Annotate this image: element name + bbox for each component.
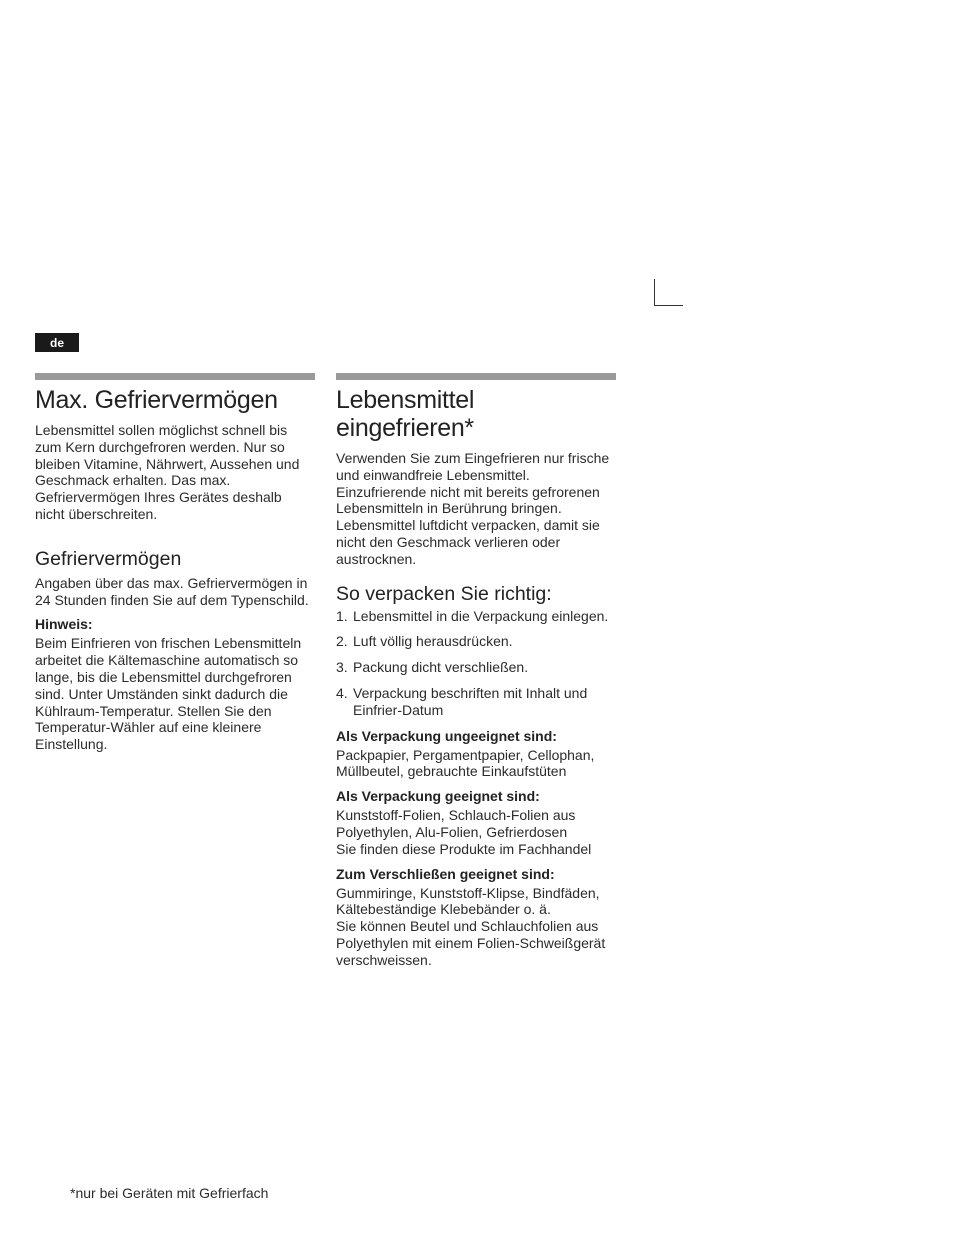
closing-paragraph: Gummiringe, Kunststoff-Klipse, Bindfäden, Kältebeständige Klebebänder o. ä. <box>336 884 600 918</box>
language-badge: de <box>35 333 79 352</box>
unsuitable-paragraph: Packpapier, Pergamentpapier, Cellophan, Müllbeutel, gebrauchte Einkaufstüten <box>336 746 595 780</box>
suitable-paragraph-2: Sie finden diese Produkte im Fachhandel <box>336 840 592 857</box>
closing-paragraph-2: Sie können Beutel und Schlauchfolien aus Polyethylen mit einem Folien-Schweißgerät verschweissen. <box>336 918 606 968</box>
list-item: 3. Packung dicht verschließen. <box>336 659 529 676</box>
suitable-label: Als Verpackung geeignet sind: <box>336 788 540 805</box>
section-heading: Gefriervermögen <box>35 547 182 570</box>
page-title <box>336 386 620 442</box>
title-line-2: eingefrieren* <box>336 414 474 442</box>
note-label: Hinweis: <box>35 616 93 633</box>
intro-paragraph: Lebensmittel sollen möglichst schnell bis zum Kern durchgefroren werden. Nur so bleiben Vitamine, Nährwert, Aussehen und Geschmack erhalten. Das max. Gefriervermögen Ihres Gerätes deshalb nicht überschreiten. <box>35 422 300 522</box>
steps-heading: So verpacken Sie richtig: <box>336 582 552 605</box>
unsuitable-label: Als Verpackung ungeeignet sind: <box>336 727 557 744</box>
list-item: 4. Verpackung beschriften mit Inhalt und Einfrier-Datum <box>336 684 588 718</box>
left-column <box>35 373 315 753</box>
intro-paragraph: Verwenden Sie zum Eingefrieren nur frische und einwandfreie Lebensmittel. Einzufrierende nicht mit bereits gefrorenen Lebensmitteln in Berührung bringen. Lebensmittel luftdicht verpacken, damit sie nicht den Geschmack verlieren oder austrocknen. <box>336 450 610 567</box>
list-item: 2. Luft völlig herausdrücken. <box>336 633 513 650</box>
suitable-paragraph: Kunststoff-Folien, Schlauch-Folien aus Polyethylen, Alu-Folien, Gefrierdosen <box>336 807 576 840</box>
steps-list <box>336 608 620 719</box>
page-title: Max. Gefriervermögen <box>35 386 278 414</box>
crop-mark <box>654 279 683 306</box>
closing-label: Zum Verschließen geeignet sind: <box>336 865 555 882</box>
section-rule <box>336 373 616 380</box>
title-line-1: Lebensmittel <box>336 386 475 414</box>
note-paragraph: Beim Einfrieren von frischen Lebensmitteln arbeitet die Kältemaschine automatisch so lange, bis die Lebensmittel durchgefroren sind. Unter Umständen sinkt dadurch die Kühlraum-Temperatur. Stellen Sie den Temperatur-Wähler auf eine kleinere Einstellung. <box>35 635 302 753</box>
section-rule <box>35 373 315 380</box>
list-item: 1. Lebensmittel in die Verpackung einlegen. <box>336 607 609 624</box>
footnote: *nur bei Geräten mit Gefrierfach <box>70 1185 269 1201</box>
right-column <box>336 373 620 969</box>
section-paragraph: Angaben über das max. Gefriervermögen in 24 Stunden finden Sie auf dem Typenschild. <box>35 574 309 608</box>
